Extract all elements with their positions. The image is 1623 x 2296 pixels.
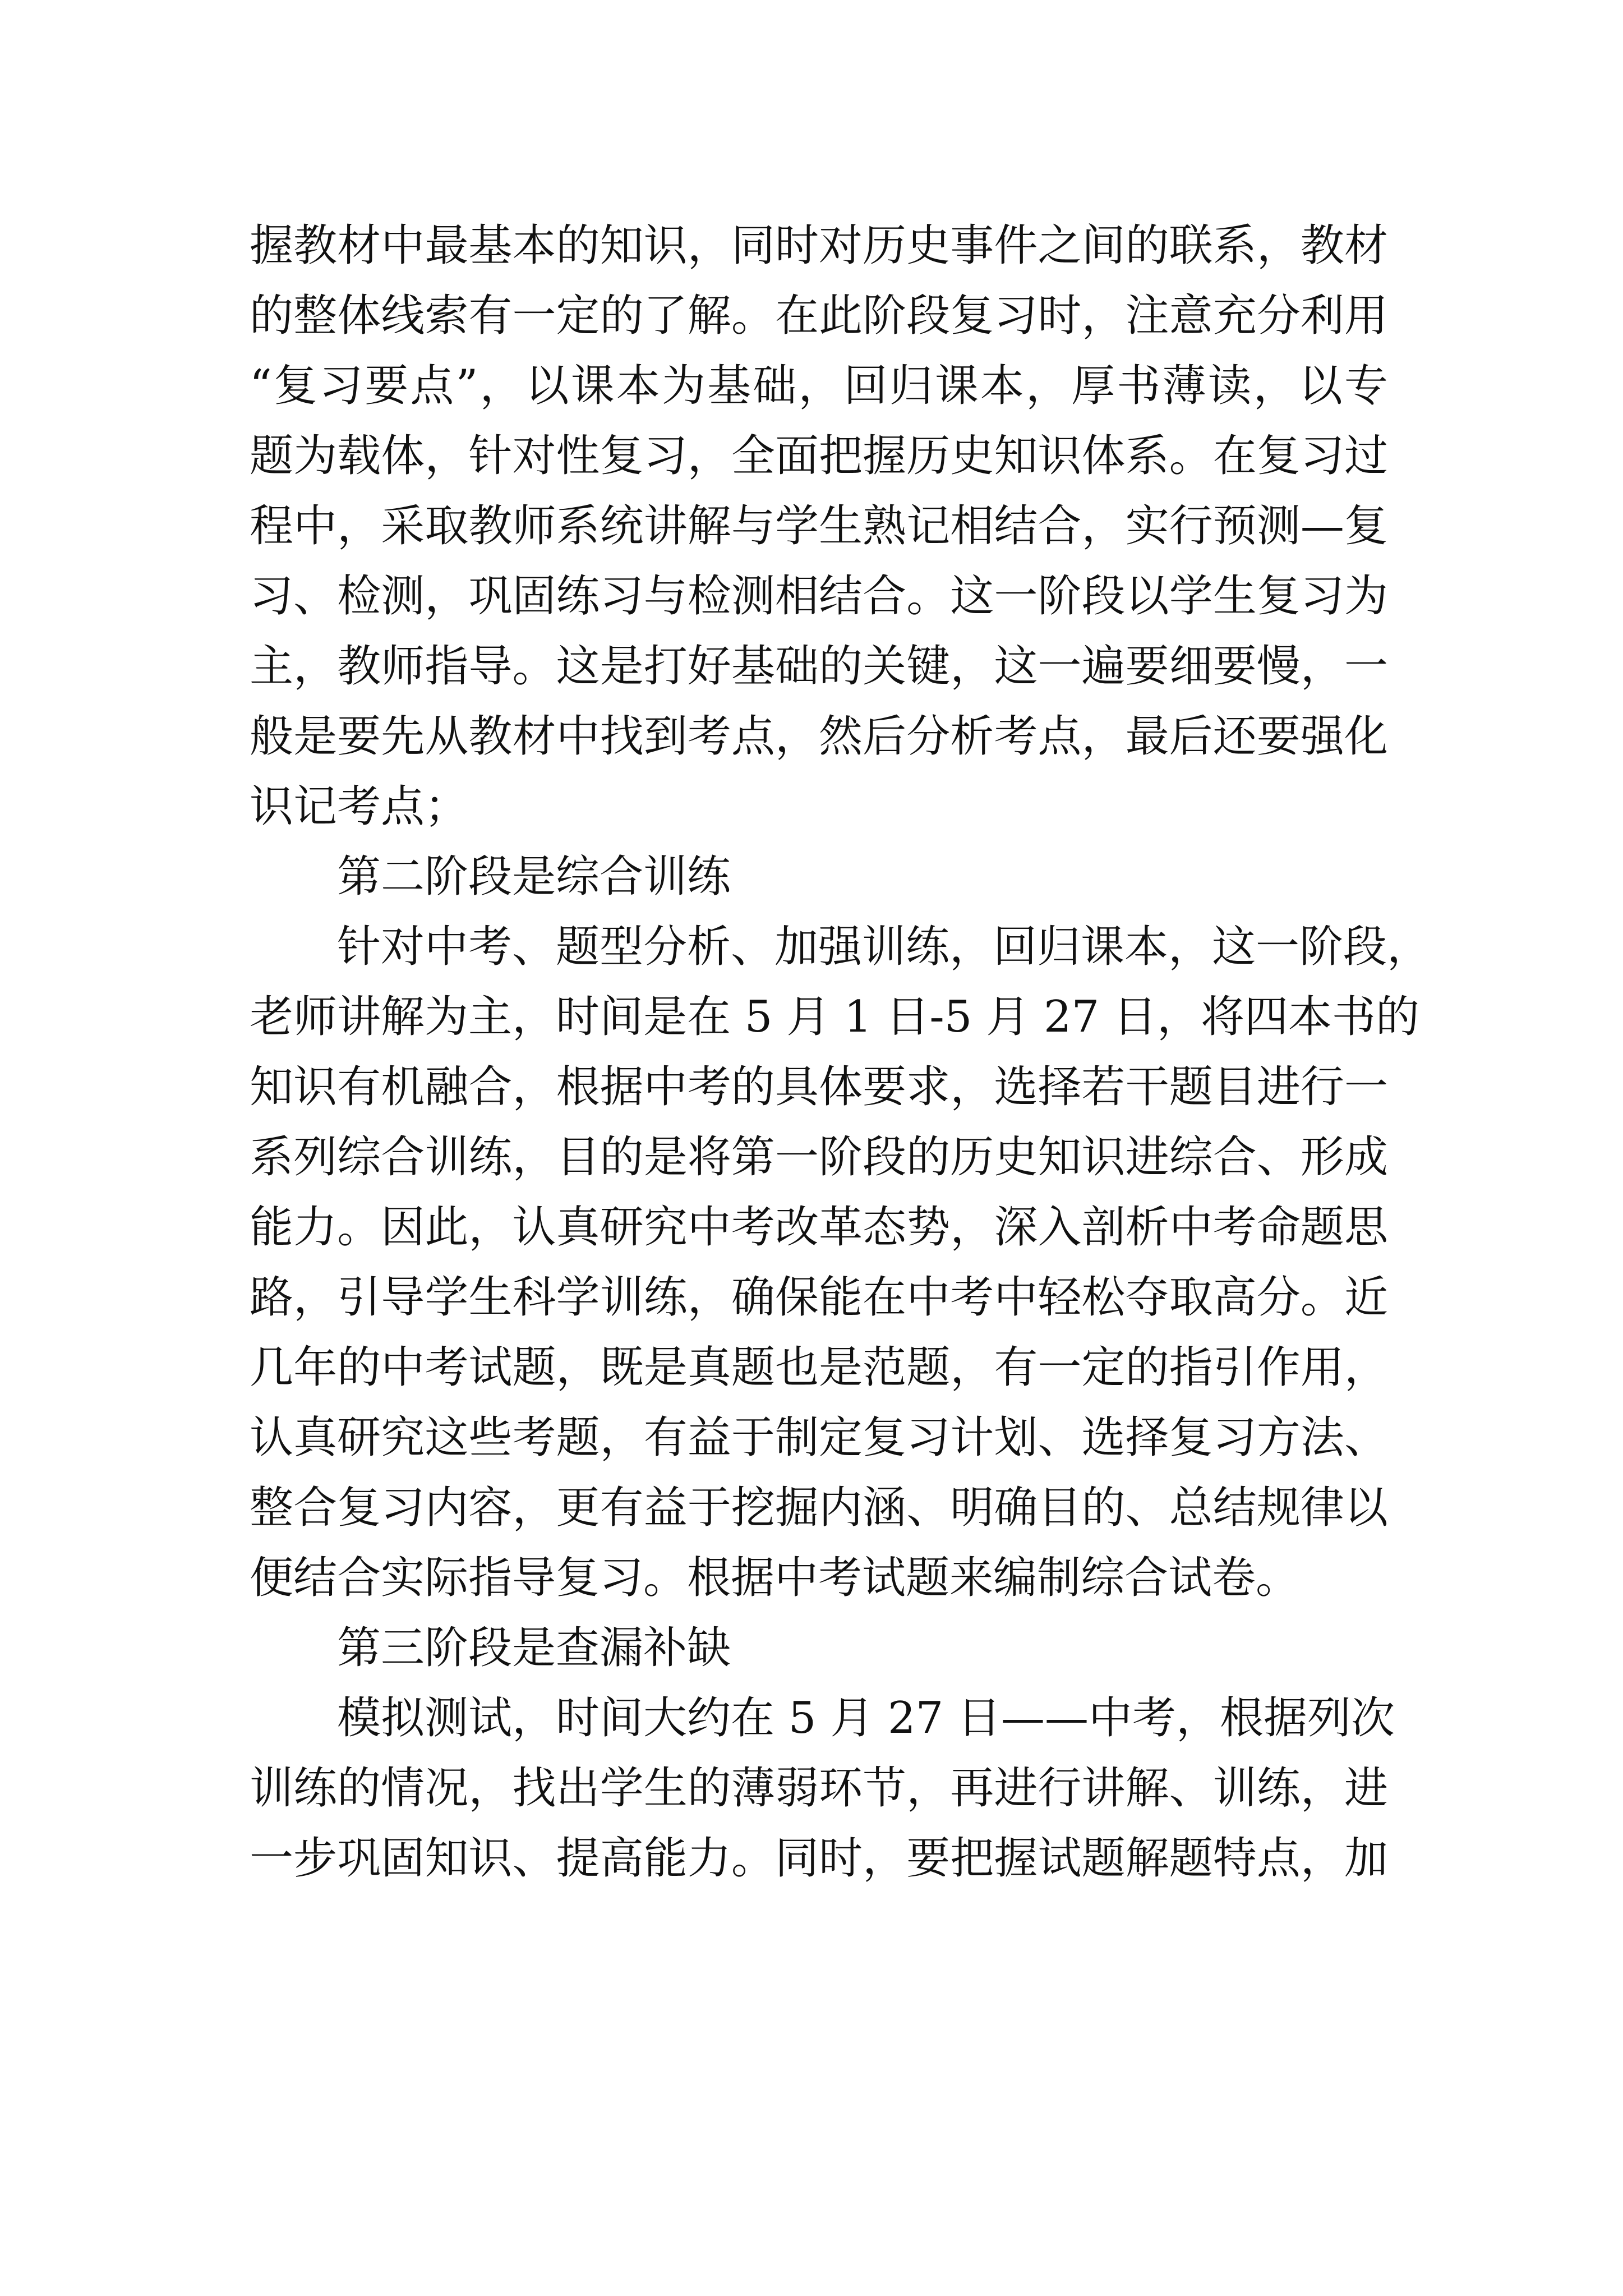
text-line: 便结合实际指导复习。根据中考试题来编制综合试卷。 xyxy=(250,1553,1300,1603)
text-line: 握教材中最基本的知识，同时对历史事件之间的联系，教材 xyxy=(250,220,1388,271)
text-line: 程中，采取教师系统讲解与学生熟记相结合，实行预测—复 xyxy=(250,501,1388,551)
text-line: 习、检测，巩固练习与检测相结合。这一阶段以学生复习为 xyxy=(250,571,1388,622)
text-line: “复习要点”，以课本为基础，回归课本，厚书薄读，以专 xyxy=(250,361,1388,411)
text-line: 模拟测试，时间大约在 5 月 27 日——中考，根据列次 xyxy=(337,1693,1395,1743)
text-line: 系列综合训练，目的是将第一阶段的历史知识进综合、形成 xyxy=(250,1132,1388,1182)
text-line: 几年的中考试题，既是真题也是范题，有一定的指引作用， xyxy=(250,1342,1388,1393)
text-line: 般是要先从教材中找到考点，然后分析考点，最后还要强化 xyxy=(250,711,1388,762)
text-line: 老师讲解为主，时间是在 5 月 1 日-5 月 27 日，将四本书的 xyxy=(250,992,1420,1042)
text-line: 一步巩固知识、提高能力。同时，要把握试题解题特点，加 xyxy=(250,1833,1388,1884)
text-line: 识记考点； xyxy=(250,781,469,832)
text-line: 主，教师指导。这是打好基础的关键，这一遍要细要慢，一 xyxy=(250,641,1388,692)
text-line: 路，引导学生科学训练，确保能在中考中轻松夺取高分。近 xyxy=(250,1272,1388,1323)
text-line: 训练的情况，找出学生的薄弱环节，再进行讲解、训练，进 xyxy=(250,1763,1388,1814)
text-line: 整合复习内容，更有益于挖掘内涵、明确目的、总结规律以 xyxy=(250,1483,1388,1533)
text-line: 的整体线索有一定的了解。在此阶段复习时，注意充分利用 xyxy=(250,291,1388,341)
section-heading-3: 第三阶段是查漏补缺 xyxy=(337,1623,731,1673)
text-line: 知识有机融合，根据中考的具体要求，选择若干题目进行一 xyxy=(250,1062,1388,1112)
document-body xyxy=(250,211,1431,1894)
text-line: 题为载体，针对性复习，全面把握历史知识体系。在复习过 xyxy=(250,431,1388,481)
text-line: 认真研究这些考题，有益于制定复习计划、选择复习方法、 xyxy=(250,1412,1388,1463)
text-line: 针对中考、题型分析、加强训练，回归课本，这一阶段， xyxy=(337,922,1431,972)
text-line: 能力。因此，认真研究中考改革态势，深入剖析中考命题思 xyxy=(250,1202,1388,1253)
section-heading-2: 第二阶段是综合训练 xyxy=(337,852,731,902)
